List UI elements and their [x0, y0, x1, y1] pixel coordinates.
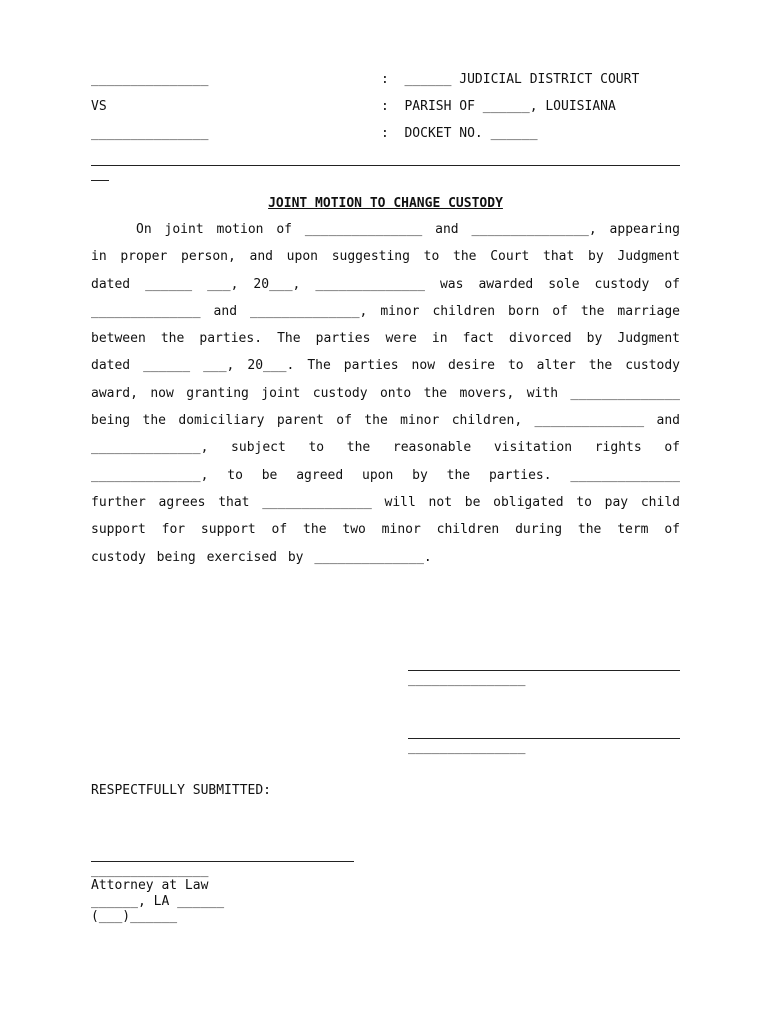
attorney-phone: (___)______: [91, 909, 178, 924]
parish-line: : PARISH OF ______, LOUISIANA: [381, 99, 616, 114]
signature-1-name-blank: _______________: [408, 672, 526, 687]
attorney-name-blank: _______________: [91, 863, 209, 878]
signature-2-name-blank: _______________: [408, 740, 526, 755]
court-line: : ______ JUDICIAL DISTRICT COURT: [381, 72, 640, 87]
signature-line-2: [408, 738, 680, 739]
document-title: JOINT MOTION TO CHANGE CUSTODY: [268, 196, 503, 211]
attorney-address: ______, LA ______: [91, 894, 225, 909]
attorney-signature-line: [91, 861, 354, 862]
respectfully-submitted: RESPECTFULLY SUBMITTED:: [91, 783, 272, 798]
signature-line-1: [408, 670, 680, 671]
motion-body: [91, 216, 680, 571]
defendant-name-blank: _______________: [91, 126, 209, 141]
docket-line: : DOCKET NO. ______: [381, 126, 538, 141]
motion-body-text: On joint motion of _______________ and _______________, appearing in proper person, and upon suggesting to the Court that by Judgment dated ______ ___, 20___, ______________ was awarded sole custody of ______________ and ______________, minor children born of the marriage between the parties. The parties were in fact divorced by Judgment dated ______ ___, 20___. The parties now desire to alter the custody award, now granting joint custody onto the movers, with ______________ being the domiciliary parent of the minor children, ______________ and ______________, subject to the reasonable visitation rights of ______________, to be agreed upon by the parties. ______________ further agrees that ______________ will not be obligated to pay child support for support of the two minor children during the term of custody being exercised by ______________.: [91, 222, 680, 565]
caption-divider: [91, 165, 680, 166]
caption-divider-tail: [91, 180, 109, 181]
plaintiff-name-blank: _______________: [91, 72, 209, 87]
attorney-title: Attorney at Law: [91, 878, 209, 893]
vs-label: VS: [91, 99, 107, 114]
